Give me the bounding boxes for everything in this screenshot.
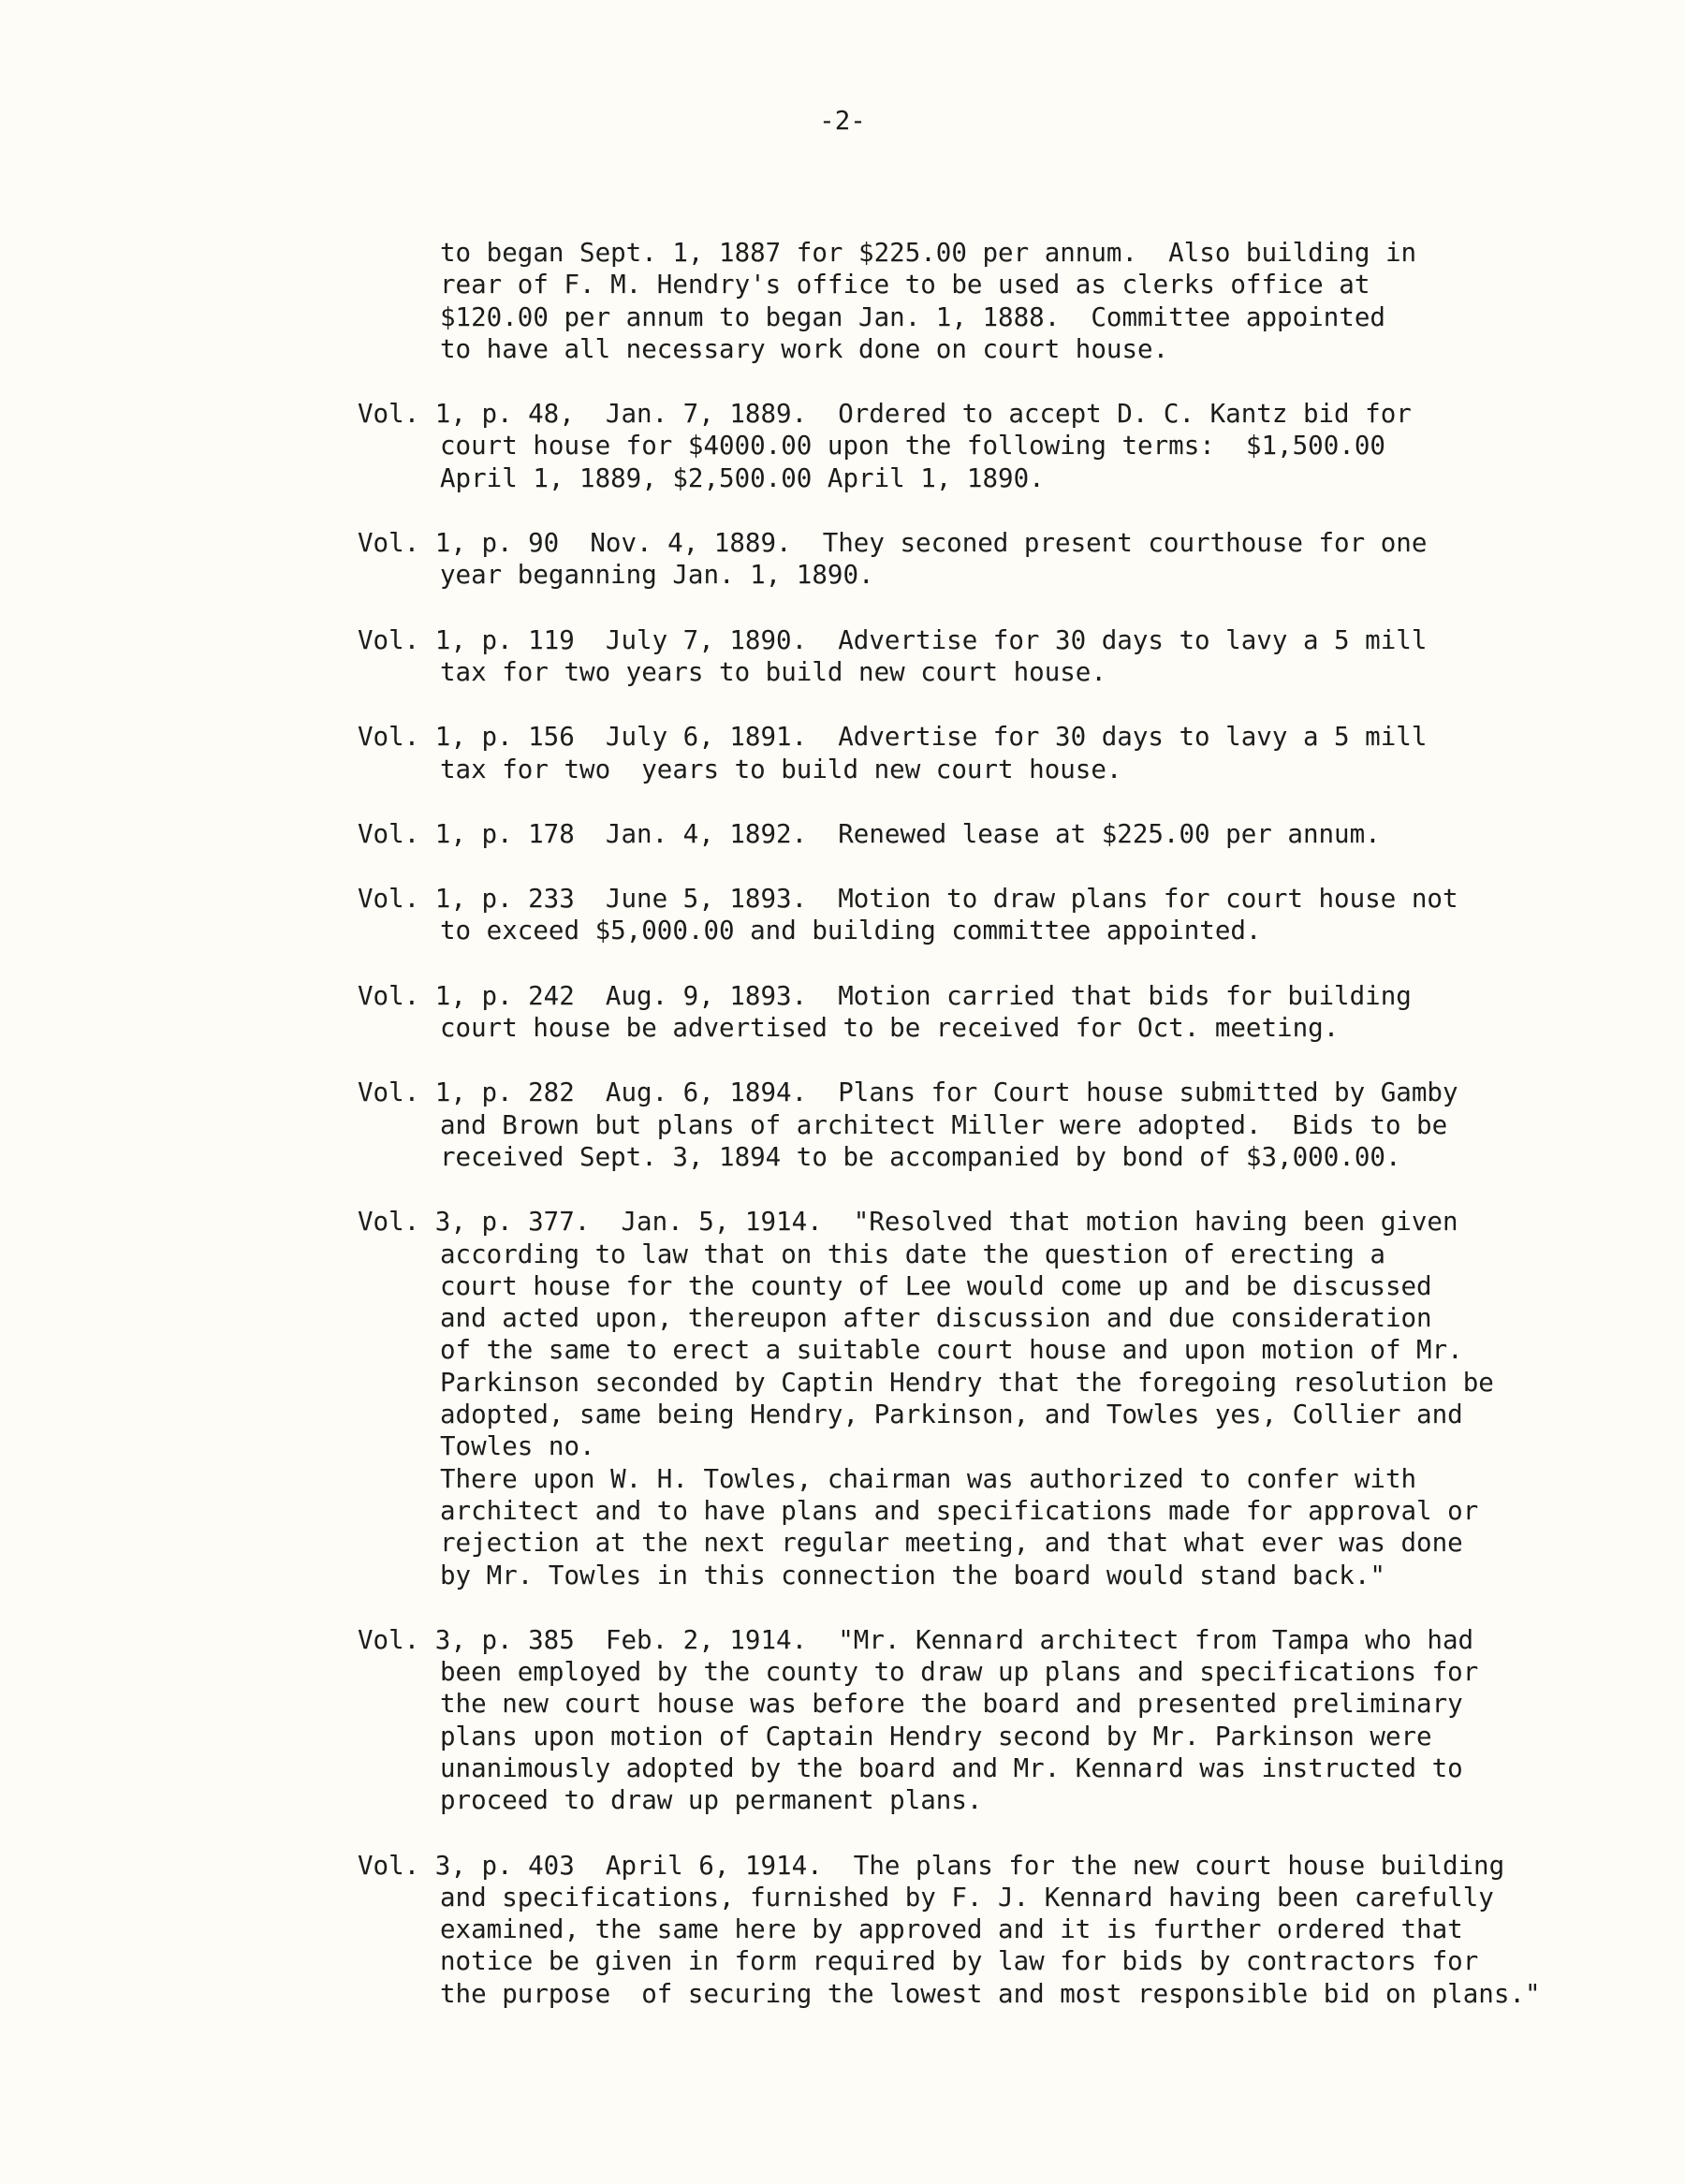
entry-line: April 1, 1889, $2,500.00 April 1, 1890. xyxy=(440,462,1045,493)
entry-line: tax for two years to build new court house. xyxy=(440,656,1106,687)
minutes-entry xyxy=(358,527,1612,592)
entry-line: to exceed $5,000.00 and building committee appointed. xyxy=(440,916,1262,946)
minutes-entry xyxy=(358,1077,1612,1173)
entry-line: There upon W. H. Towles, chairman was authorized to confer with xyxy=(440,1463,1417,1494)
entry-line: and Brown but plans of architect Miller were adopted. Bids to be xyxy=(440,1109,1448,1140)
entry-line: received Sept. 3, 1894 to be accompanied by bond of $3,000.00. xyxy=(440,1141,1401,1172)
entry-line: Vol. 3, p. 385 Feb. 2, 1914. "Mr. Kennard architect from Tampa who had xyxy=(358,1624,1474,1655)
entry-line: $120.00 per annum to began Jan. 1, 1888. Committee appointed xyxy=(440,301,1385,332)
entry-line: the purpose of securing the lowest and most responsible bid on plans." xyxy=(440,1978,1541,2009)
entry-line: plans upon motion of Captain Hendry second by Mr. Parkinson were xyxy=(440,1721,1432,1752)
entry-line: Vol. 1, p. 48, Jan. 7, 1889. Ordered to accept D. C. Kantz bid for xyxy=(358,399,1412,430)
entry-line: adopted, same being Hendry, Parkinson, and Towles yes, Collier and xyxy=(440,1400,1463,1430)
entry-line: examined, the same here by approved and it is further ordered that xyxy=(440,1914,1463,1945)
entry-line: Vol. 1, p. 156 July 6, 1891. Advertise for 30 days to lavy a 5 mill xyxy=(358,722,1428,753)
entry-line: by Mr. Towles in this connection the board would stand back." xyxy=(440,1560,1385,1590)
entry-line: architect and to have plans and specifications made for approval or xyxy=(440,1495,1479,1526)
entry-line: and acted upon, thereupon after discussion and due consideration xyxy=(440,1303,1432,1334)
entry-line: Vol. 1, p. 233 June 5, 1893. Motion to draw plans for court house not xyxy=(358,884,1458,915)
entry-line: the new court house was before the board and presented preliminary xyxy=(440,1689,1463,1720)
entry-line: Vol. 1, p. 90 Nov. 4, 1889. They seconed present courthouse for one xyxy=(358,528,1428,559)
entry-line: and specifications, furnished by F. J. Kennard having been carefully xyxy=(440,1882,1494,1913)
entry-line: Vol. 1, p. 119 July 7, 1890. Advertise for 30 days to lavy a 5 mill xyxy=(358,624,1428,655)
entry-line: Vol. 1, p. 242 Aug. 9, 1893. Motion carried that bids for building xyxy=(358,980,1412,1011)
entry-line: court house for the county of Lee would come up and be discussed xyxy=(440,1270,1432,1301)
entry-line: of the same to erect a suitable court house and upon motion of Mr. xyxy=(440,1335,1463,1366)
minutes-entry xyxy=(358,883,1612,947)
minutes-entries xyxy=(358,237,1612,2043)
entry-line: tax for two years to build new court house. xyxy=(440,754,1122,784)
entry-line: to have all necessary work done on court house. xyxy=(440,333,1169,364)
minutes-entry xyxy=(358,1206,1612,1591)
minutes-entry xyxy=(358,624,1612,689)
entry-line: Vol. 1, p. 178 Jan. 4, 1892. Renewed lease at $225.00 per annum. xyxy=(358,818,1381,849)
entry-line: court house be advertised to be received for Oct. meeting. xyxy=(440,1013,1340,1044)
entry-line: proceed to draw up permanent plans. xyxy=(440,1785,983,1816)
entry-line: year beganning Jan. 1, 1890. xyxy=(440,560,874,591)
entry-line: Towles no. xyxy=(440,1431,595,1462)
entry-line: Vol. 3, p. 377. Jan. 5, 1914. "Resolved that motion having been given xyxy=(358,1207,1458,1238)
entry-line: Vol. 3, p. 403 April 6, 1914. The plans for the new court house building xyxy=(358,1850,1505,1881)
entry-line: court house for $4000.00 upon the following terms: $1,500.00 xyxy=(440,431,1385,462)
minutes-entry xyxy=(358,980,1612,1045)
minutes-entry xyxy=(358,1624,1612,1817)
entry-line: Vol. 1, p. 282 Aug. 6, 1894. Plans for Court house submitted by Gamby xyxy=(358,1077,1458,1108)
entry-line: to began Sept. 1, 1887 for $225.00 per annum. Also building in xyxy=(440,238,1417,268)
entry-line: rejection at the next regular meeting, and that what ever was done xyxy=(440,1528,1463,1559)
minutes-entry xyxy=(358,237,1612,365)
entry-line: Parkinson seconded by Captin Hendry that the foregoing resolution be xyxy=(440,1367,1494,1398)
entry-line: according to law that on this date the question of erecting a xyxy=(440,1239,1385,1269)
entry-line: been employed by the county to draw up plans and specifications for xyxy=(440,1657,1479,1688)
minutes-entry xyxy=(358,721,1612,785)
minutes-entry xyxy=(358,818,1612,850)
page-number: -2- xyxy=(819,106,866,136)
entry-line: unanimously adopted by the board and Mr. Kennard was instructed to xyxy=(440,1752,1463,1783)
minutes-entry xyxy=(358,1850,1612,2010)
entry-line: notice be given in form required by law for bids by contractors for xyxy=(440,1946,1479,1977)
minutes-entry xyxy=(358,398,1612,494)
entry-line: rear of F. M. Hendry's office to be used as clerks office at xyxy=(440,270,1370,300)
